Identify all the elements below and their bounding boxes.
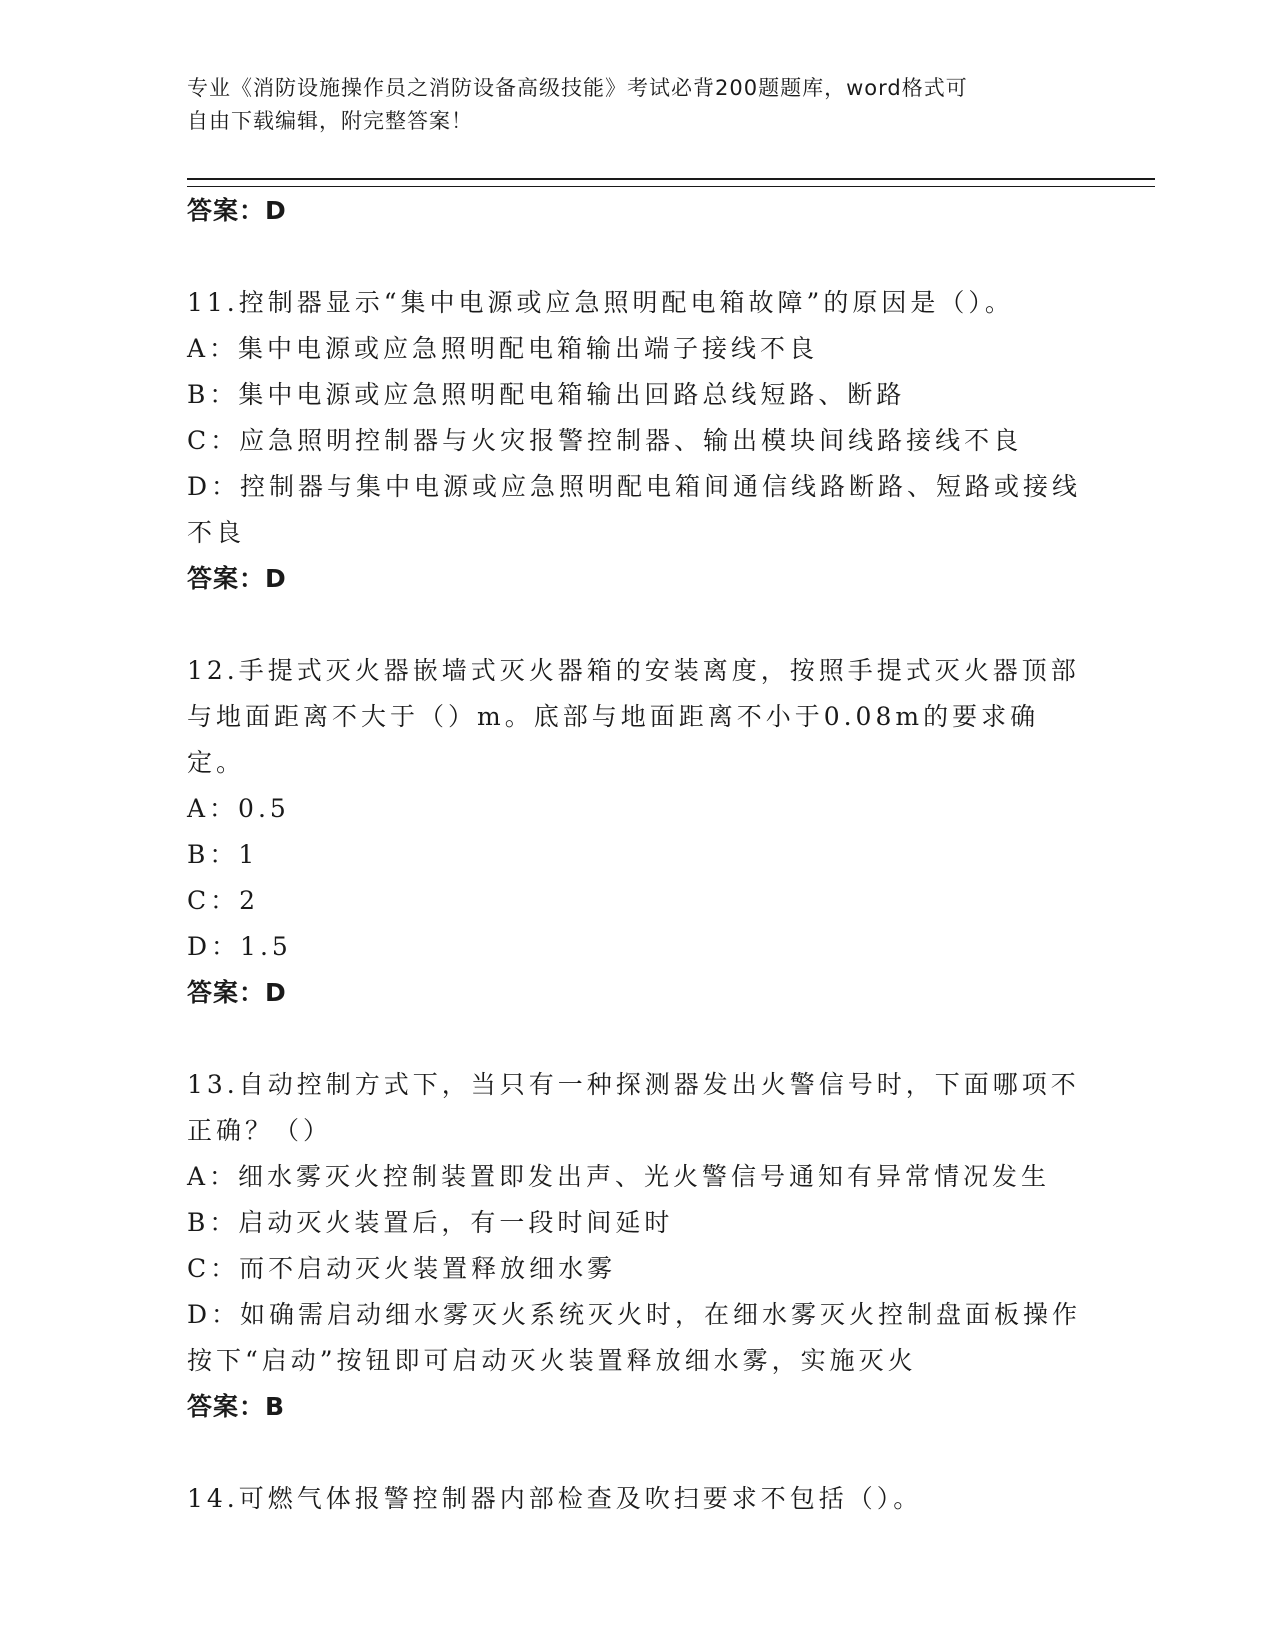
question-answer: 答案：D — [187, 564, 287, 593]
question-11 — [187, 280, 1087, 602]
question-answer: 答案：B — [187, 1392, 286, 1421]
option-c: C：2 — [187, 886, 260, 915]
document-header — [187, 72, 1087, 138]
header-line-1: 专业《消防设施操作员之消防设备高级技能》考试必背200题题库，word格式可 — [187, 76, 968, 100]
question-13 — [187, 1062, 1087, 1430]
option-d: D：如确需启动细水雾灭火系统灭火时，在细水雾灭火控制盘面板操作按下“启动”按钮即可启动灭火装置释放细水雾，实施灭火 — [187, 1300, 1082, 1375]
question-14 — [187, 1476, 1087, 1522]
question-stem: 12.手提式灭火器嵌墙式灭火器箱的安装离度，按照手提式灭火器顶部与地面距离不大于（）m。底部与地面距离不小于0.08m的要求确定。 — [187, 656, 1080, 777]
option-b: B：1 — [187, 840, 259, 869]
option-c: C：而不启动灭火装置释放细水雾 — [187, 1254, 617, 1283]
question-12 — [187, 648, 1087, 1016]
option-a: A：细水雾灭火控制装置即发出声、光火警信号通知有异常情况发生 — [187, 1162, 1051, 1191]
option-b: B：集中电源或应急照明配电箱输出回路总线短路、断路 — [187, 380, 906, 409]
option-a: A：集中电源或应急照明配电箱输出端子接线不良 — [187, 334, 819, 363]
option-d: D：1.5 — [187, 932, 292, 961]
question-stem: 14.可燃气体报警控制器内部检查及吹扫要求不包括（）。 — [187, 1484, 923, 1513]
option-c: C：应急照明控制器与火灾报警控制器、输出模块间线路接线不良 — [187, 426, 1023, 455]
option-d: D：控制器与集中电源或应急照明配电箱间通信线路断路、短路或接线不良 — [187, 472, 1082, 547]
header-divider — [187, 178, 1155, 187]
previous-answer: 答案：D — [187, 196, 287, 225]
option-a: A：0.5 — [187, 794, 290, 823]
option-b: B：启动灭火装置后，有一段时间延时 — [187, 1208, 674, 1237]
question-list — [187, 188, 1087, 1522]
question-stem: 11.控制器显示“集中电源或应急照明配电箱故障”的原因是（）。 — [187, 288, 1014, 317]
question-answer: 答案：D — [187, 978, 287, 1007]
question-stem: 13.自动控制方式下，当只有一种探测器发出火警信号时，下面哪项不正确？（） — [187, 1070, 1080, 1145]
header-line-2: 自由下载编辑，附完整答案！ — [187, 109, 473, 133]
